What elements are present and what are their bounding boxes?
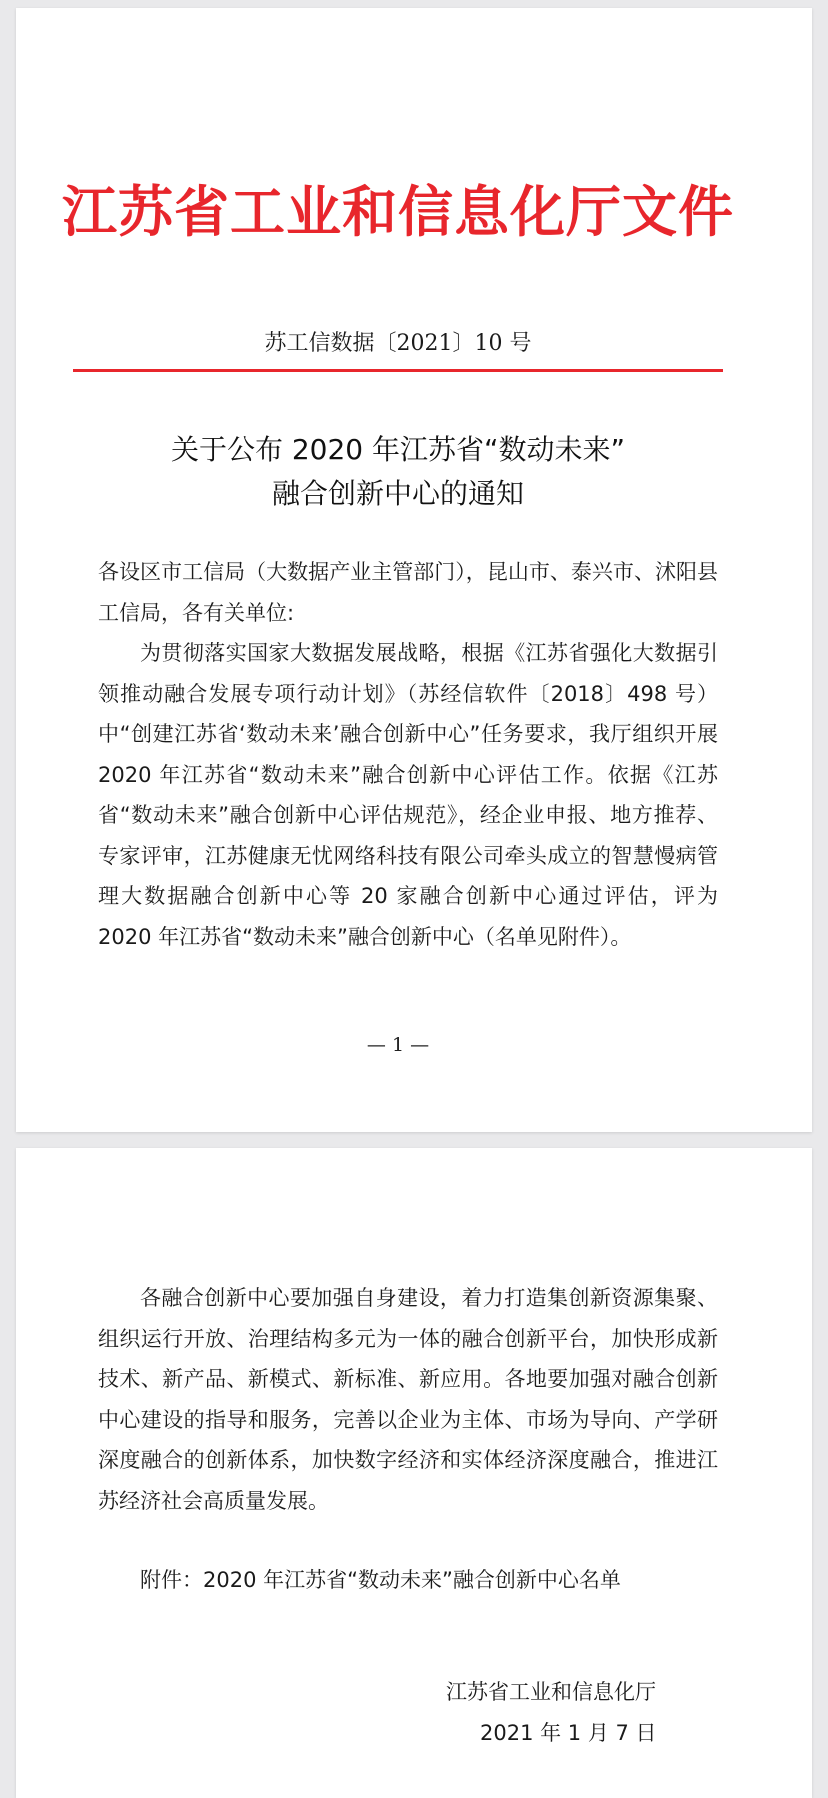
body-paragraph-2: 各融合创新中心要加强自身建设，着力打造集创新资源集聚、组织运行开放、治理结构多元为一体的融合创新平台，加快形成新技术、新产品、新模式、新标准、新应用。各地要加强对融合创新中心建设的指导和服务，完善以企业为主体、市场为导向、产学研深度融合的创新体系，加快数字经济和实体经济深度融合，推进江苏经济社会高质量发展。 bbox=[98, 1286, 718, 1513]
signing-date: 2021 年 1 月 7 日 bbox=[480, 1721, 657, 1745]
notice-title bbox=[0, 428, 796, 516]
body-paragraph-1: 为贯彻落实国家大数据发展战略，根据《江苏省强化大数据引领推动融合发展专项行动计划》（苏经信软件〔2018〕498 号）中“创建江苏省‘数动未来’融合创新中心”任务要求，我厅组织开展 2020 年江苏省“数动未来”融合创新中心评估工作。依据《江苏省“数动未来”融合创新中心评估规范》，经企业申报、地方推荐、专家评审，江苏健康无忧网络科技有限公司牵头成立的智慧慢病管理大数据融合创新中心等 20 家融合创新中心通过评估，评为 2020 年江苏省“数动未来”融合创新中心（名单见附件）。 bbox=[98, 641, 718, 949]
salutation: 各设区市工信局（大数据产业主管部门），昆山市、泰兴市、沭阳县工信局，各有关单位: bbox=[98, 560, 718, 625]
notice-title-line-2: 融合创新中心的通知 bbox=[271, 477, 524, 510]
signing-authority: 江苏省工业和信息化厅 bbox=[446, 1680, 656, 1704]
notice-title-line-1: 关于公布 2020 年江苏省“数动未来” bbox=[170, 433, 626, 466]
red-divider-line bbox=[73, 369, 723, 372]
page-1-body bbox=[98, 552, 718, 957]
page-number: — 1 — bbox=[366, 1034, 430, 1056]
document-header-title: 江苏省工业和信息化厅文件 bbox=[61, 179, 734, 244]
attachment-line: 附件：2020 年江苏省“数动未来”融合创新中心名单 bbox=[140, 1568, 621, 1592]
page-2-body bbox=[98, 1278, 718, 1521]
document-number: 苏工信数据〔2021〕10 号 bbox=[264, 331, 532, 356]
